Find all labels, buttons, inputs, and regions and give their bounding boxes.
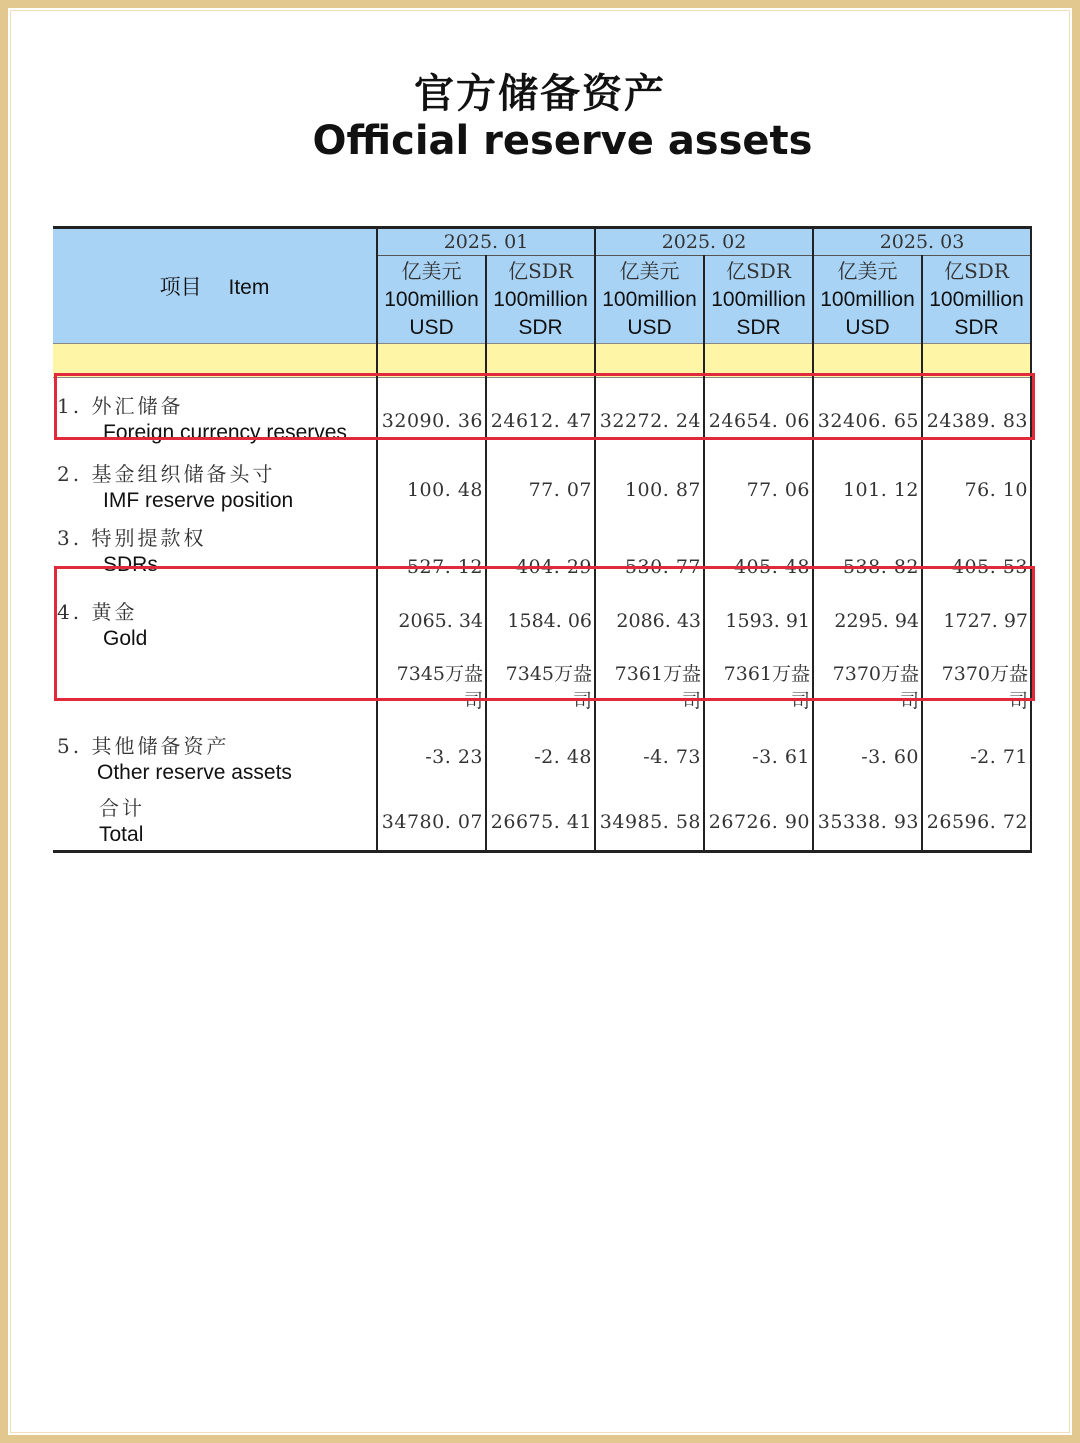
- value-cell: -2. 48: [486, 722, 595, 788]
- value-cell: 405. 53: [922, 522, 1031, 586]
- gold-weight: 7370万盎 司: [832, 662, 919, 712]
- row-label: [53, 788, 377, 852]
- row-label-en: Other reserve assets: [97, 760, 292, 784]
- value-cell: 32090. 36: [377, 390, 486, 452]
- value-cell: 24389. 83: [922, 390, 1031, 452]
- row-label-en: SDRs: [103, 552, 158, 576]
- gold-value: 2086. 43: [616, 609, 701, 632]
- value-cell: [486, 586, 595, 722]
- row-label: [53, 458, 377, 522]
- table-row-other-reserve: [53, 722, 1031, 788]
- header-yellow-band: [53, 344, 1031, 378]
- unit-header: 亿SDR 100million SDR: [704, 256, 813, 344]
- value-cell: 101. 12: [813, 458, 922, 522]
- row-label-en: IMF reserve position: [103, 488, 294, 512]
- value-cell: [813, 586, 922, 722]
- row-label-cn: 3. 特别提款权: [57, 525, 207, 550]
- row-label-en: Gold: [103, 626, 148, 650]
- value-cell: 76. 10: [922, 458, 1031, 522]
- row-label: [53, 390, 377, 452]
- value-cell: -4. 73: [595, 722, 704, 788]
- unit-header: 亿SDR 100million SDR: [922, 256, 1031, 344]
- value-cell: 32406. 65: [813, 390, 922, 452]
- reserve-assets-table: [53, 226, 1032, 853]
- value-cell: 100. 87: [595, 458, 704, 522]
- gold-value: 1584. 06: [507, 609, 592, 632]
- item-column-header: 项目 Item: [53, 228, 377, 344]
- unit-header: 亿美元 100million USD: [813, 256, 922, 344]
- gold-weight: 7345万盎 司: [396, 662, 483, 712]
- value-cell: -3. 60: [813, 722, 922, 788]
- value-cell: 26726. 90: [704, 788, 813, 852]
- row-label-cn: 5. 其他储备资产: [57, 733, 230, 758]
- period-header: 2025. 02: [595, 228, 813, 256]
- gold-weight: 7361万盎 司: [614, 662, 701, 712]
- gold-weight: 7345万盎 司: [505, 662, 592, 712]
- value-cell: 538. 82: [813, 522, 922, 586]
- row-label-cn: 合计: [99, 795, 145, 820]
- unit-header: 亿SDR 100million SDR: [486, 256, 595, 344]
- unit-header: 亿美元 100million USD: [595, 256, 704, 344]
- value-cell: -3. 61: [704, 722, 813, 788]
- table-row-total: [53, 788, 1031, 852]
- value-cell: 405. 48: [704, 522, 813, 586]
- period-header: 2025. 03: [813, 228, 1031, 256]
- period-header: 2025. 01: [377, 228, 595, 256]
- title-english: Official reserve assets: [312, 118, 813, 164]
- table-row-foreign-currency: [53, 390, 1031, 452]
- gold-value: 1593. 91: [725, 609, 810, 632]
- gold-value: 1727. 97: [943, 609, 1028, 632]
- table-row-sdrs: [53, 522, 1031, 586]
- value-cell: 24654. 06: [704, 390, 813, 452]
- row-label: [53, 722, 377, 788]
- table-row-imf-reserve: [53, 458, 1031, 522]
- value-cell: 527. 12: [377, 522, 486, 586]
- value-cell: 24612. 47: [486, 390, 595, 452]
- value-cell: -2. 71: [922, 722, 1031, 788]
- value-cell: 77. 06: [704, 458, 813, 522]
- value-cell: 26596. 72: [922, 788, 1031, 852]
- row-label-cn: 1. 外汇储备: [57, 393, 184, 418]
- gold-weight: 7361万盎 司: [723, 662, 810, 712]
- gold-value: 2295. 94: [834, 609, 919, 632]
- row-label-en: Foreign currency reserves: [103, 420, 347, 444]
- row-label-en: Total: [99, 822, 144, 846]
- row-label: [53, 586, 377, 722]
- row-label-cn: 2. 基金组织储备头寸: [57, 461, 276, 486]
- value-cell: 34780. 07: [377, 788, 486, 852]
- title-chinese: 官方储备资产: [414, 70, 666, 117]
- value-cell: 26675. 41: [486, 788, 595, 852]
- value-cell: -3. 23: [377, 722, 486, 788]
- value-cell: [595, 586, 704, 722]
- value-cell: 35338. 93: [813, 788, 922, 852]
- value-cell: [377, 586, 486, 722]
- unit-header: 亿美元 100million USD: [377, 256, 486, 344]
- table-row-gold: [53, 586, 1031, 722]
- value-cell: [922, 586, 1031, 722]
- gold-weight: 7370万盎 司: [941, 662, 1028, 712]
- value-cell: 100. 48: [377, 458, 486, 522]
- value-cell: 34985. 58: [595, 788, 704, 852]
- value-cell: 32272. 24: [595, 390, 704, 452]
- value-cell: 530. 77: [595, 522, 704, 586]
- gold-value: 2065. 34: [398, 609, 483, 632]
- row-label-cn: 4. 黄金: [57, 599, 138, 624]
- value-cell: 404. 29: [486, 522, 595, 586]
- value-cell: 77. 07: [486, 458, 595, 522]
- row-label: [53, 522, 377, 586]
- value-cell: [704, 586, 813, 722]
